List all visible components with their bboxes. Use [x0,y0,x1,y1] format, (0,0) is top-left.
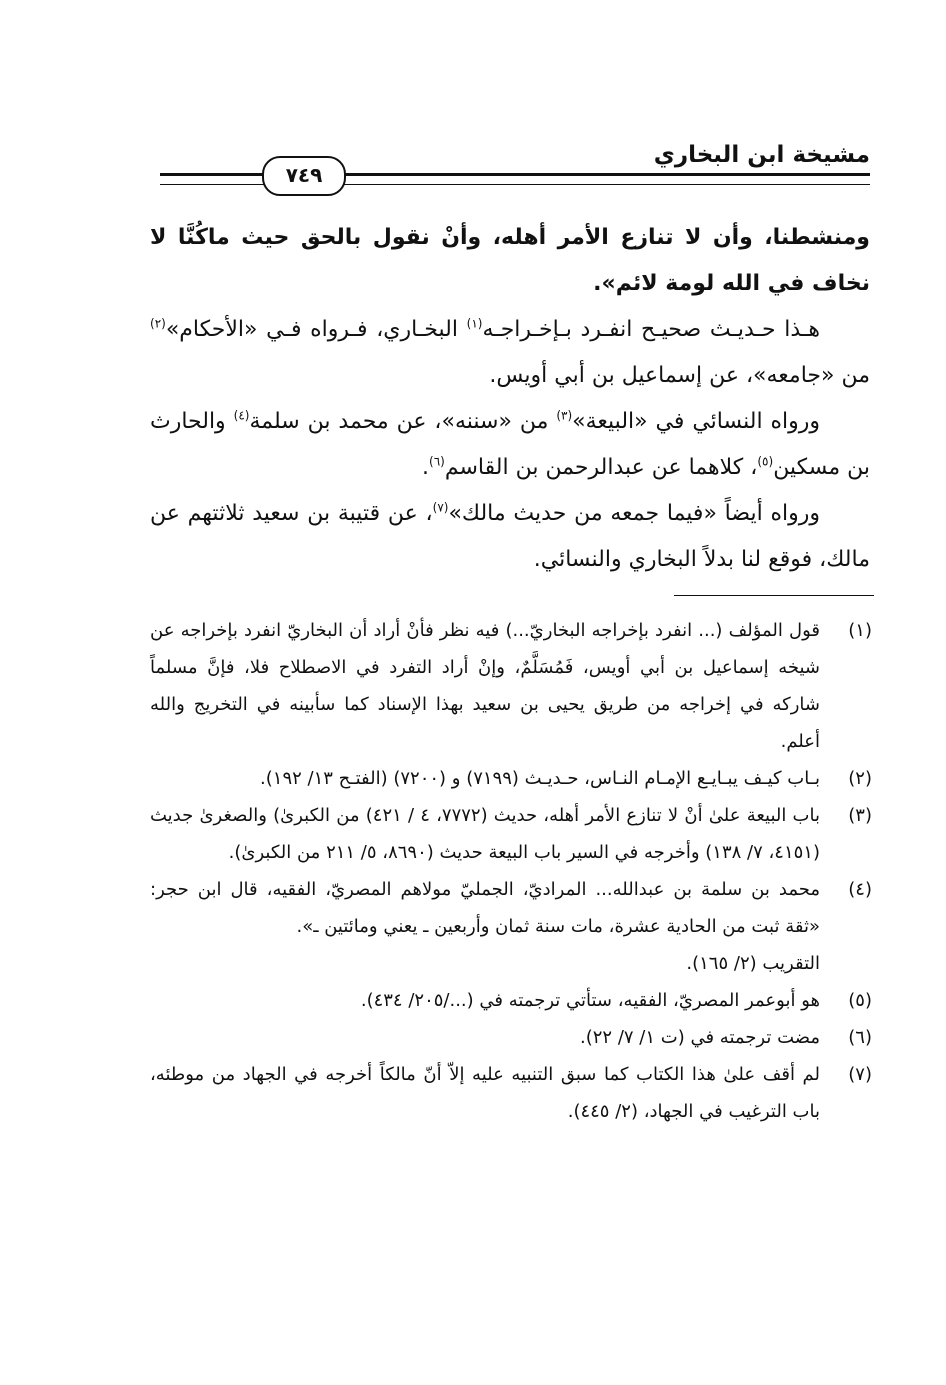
footnote-text: محمد بن سلمة بن عبدالله... المراديّ، الجمليّ مولاهم المصريّ، الفقيه، قال ابن حجر: «ثقة ثبت من الحادية عشرة، مات سنة ثمان وأربعين ـ يعني ومائتين ـ». [150,879,820,937]
text-run: البخـاري، فـرواه فـي «الأحكام» [165,317,467,342]
paragraph-4 [150,491,870,583]
footnote [150,982,872,1019]
footnote-ref: (١) [466,316,483,331]
footnote-number: (١) [848,620,872,641]
footnote-ref: (٦) [429,454,445,469]
footnote-number: (٧) [848,1064,872,1085]
footnote [150,871,872,945]
footnote-number: (٢) [848,768,872,789]
paragraph-2 [150,307,870,399]
page-number: ٧٤٩ [262,156,346,196]
footnote-number: (٣) [848,805,872,826]
footnote-number: (٦) [848,1027,872,1048]
paragraph-3 [150,399,870,491]
main-text [150,215,870,583]
footnote-ref: (٥) [757,454,774,469]
text-run: ورواه أيضاً «فيما جمعه من حديث مالك» [448,501,820,526]
footnote [150,797,872,871]
footnote-number: (٥) [848,990,872,1011]
footnotes [150,612,872,1130]
footnote-text: لم أقف علىٰ هذا الكتاب كما سبق التنبيه عليه إلاّ أنّ مالكاً أخرجه في الجهاد من موطئه، باب الترغيب في الجهاد، (٢/ ٤٤٥). [150,1064,820,1122]
footnote-continuation: التقريب (٢/ ١٦٥). [686,953,820,974]
footnote-number: (٤) [848,879,872,900]
footnote [150,612,872,760]
footnote-ref: (٣) [556,408,573,423]
paragraph-lead: ومنشطنا، وأن لا تنازع الأمر أهله، وأنْ نقول بالحق حيث ماكُنَّا لا نخاف في الله لومة لائم». [150,225,870,296]
text-run: ، عن قتيبة بن سعيد ثلاثتهم عن مالك، فوقع لنا بدلاً البخاري والنسائي. [150,501,870,572]
footnote-ref: (٤) [233,408,250,423]
text-run: ورواه النسائي في «البيعة» [572,409,821,434]
footnote-text: مضت ترجمته في (ت ١/ ٧/ ٢٢). [580,1027,820,1048]
footnote-text: بـاب كيـف يبـايـع الإمـام النـاس، حـديـث (٧١٩٩) و (٧٢٠٠) (الفتـح ١٣/ ١٩٢). [260,768,820,789]
footnote-ref: (٢) [150,316,166,331]
footnote-text: هو أبوعمر المصريّ، الفقيه، ستأتي ترجمته في (.../٢٠٥/ ٤٣٤). [360,990,820,1011]
book-title: مشيخة ابن البخاري [653,142,870,168]
footnote [150,1056,872,1130]
footnote-text: باب البيعة علىٰ أنْ لا تنازع الأمر أهله، حديث (٧٧٧٢، ٤ / ٤٢١) من الكبرىٰ) والصغرىٰ جديث (٤١٥١، ٧/ ١٣٨) وأخرجه في السير باب البيعة حديث (٨٦٩٠، ٥/ ٢١١ من الكبرىٰ). [150,805,821,863]
footnote-separator [674,595,874,596]
text-run: هـذا حـديـث صحيـح انفـرد بـإخـراجـه [482,317,820,342]
footnote [150,1019,872,1056]
text-run: من «جامعه»، عن إسماعيل بن أبي أويس. [489,363,870,388]
footnote-text: قول المؤلف (... انفرد بإخراجه البخاريّ...) فيه نظر فأنْ أراد أن البخاريّ انفرد بإخراجه عن شيخه إسماعيل بن أبي أويس، فَمُسَلَّمٌ، وإنْ أراد التفرد في الاصطلاح فلا، فإنَّ مسلماً شاركه في إخراجه من طريق يحيى بن سعيد بهذا الإسناد كما سأبينه في التخريج والله أعلم. [150,620,820,752]
text-run: من «سننه»، عن محمد بن سلمة [249,409,557,434]
page-header [150,140,870,190]
footnote-ref: (٧) [432,500,449,515]
text-run: ، كلاهما عن عبدالرحمن بن القاسم [444,455,758,480]
text-run: . [422,455,430,480]
footnote [150,760,872,797]
text-run: والحارث بن مسكين [150,409,870,480]
